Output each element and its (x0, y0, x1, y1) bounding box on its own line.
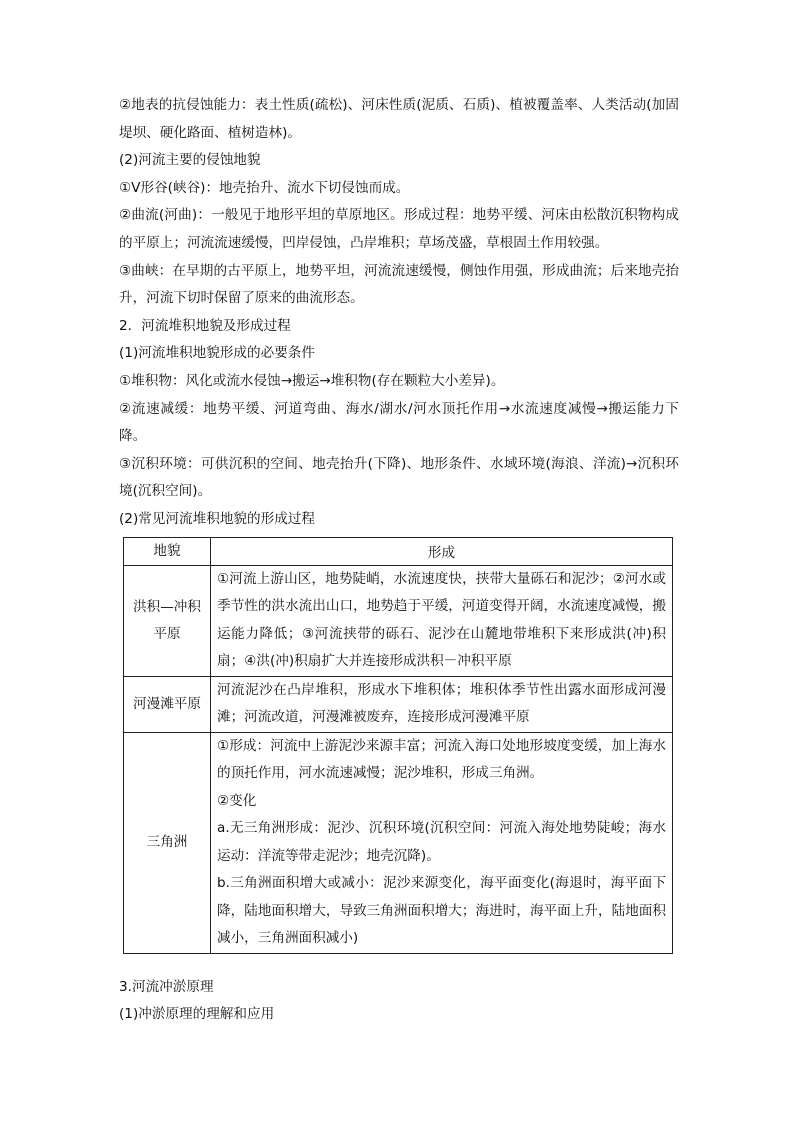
formation-description: ①形成：河流中上游泥沙来源丰富；河流入海口处地形坡度变缓，加上海水的顶托作用，河水流速减慢；泥沙堆积，形成三角洲。 ②变化 a.无三角洲形成：泥沙、沉积环境(沉积空间：河流入海处地势陡峻；海水运动：洋流等带走泥沙；地壳沉降)。 b.三角洲面积增大或减小：泥沙来源变化，海平面变化(海退时，海平面下降，陆地面积增大，导致三角洲面积增大；海进时，海平面上升，陆地面积减小，三角洲面积减小) (211, 732, 673, 953)
paragraph: ③曲峡：在早期的古平原上，地势平坦，河流流速缓慢，侧蚀作用强，形成曲流；后来地壳抬升，河流下切时保留了原来的曲流形态。 (119, 262, 679, 307)
landform-name: 河漫滩平原 (124, 676, 211, 732)
table-header-row (124, 537, 673, 565)
landform-name: 洪积—冲积 平原 (124, 565, 211, 676)
landform-table (123, 537, 673, 954)
paragraph: ①堆积物：风化或流水侵蚀→搬运→堆积物(存在颗粒大小差异)。 (119, 372, 505, 389)
section-heading: 2．河流堆积地貌及形成过程 (119, 317, 291, 334)
table-header-formation: 形成 (211, 537, 673, 565)
table-row (124, 676, 673, 732)
paragraph: ②曲流(河曲)：一般见于地形平坦的草原地区。形成过程：地势平缓、河床由松散沉积物构成的平原上；河流流速缓慢，凹岸侵蚀，凸岸堆积；草场茂盛，草根固土作用较强。 (119, 207, 679, 251)
table-header-landform: 地貌 (124, 537, 211, 565)
paragraph: ③沉积环境：可供沉积的空间、地壳抬升(下降)、地形条件、水域环境(海浪、洋流)→沉积环境(沉积空间)。 (119, 455, 679, 500)
section-heading: 3.河流冲淤原理 (119, 978, 214, 995)
section-heading: (2)常见河流堆积地貌的形成过程 (119, 510, 315, 527)
formation-description: 河流泥沙在凸岸堆积，形成水下堆积体；堆积体季节性出露水面形成河漫滩；河流改道，河漫滩被废弃，连接形成河漫滩平原 (211, 676, 673, 732)
table-row (124, 565, 673, 676)
paragraph: ①V形谷(峡谷)：地壳抬升、流水下切侵蚀而成。 (119, 179, 410, 196)
paragraph: ②地表的抗侵蚀能力：表土性质(疏松)、河床性质(泥质、石质)、植被覆盖率、人类活动(加固堤坝、硬化路面、植树造林)。 (119, 97, 679, 141)
table-row (124, 732, 673, 953)
section-heading: (2)河流主要的侵蚀地貌 (119, 152, 261, 169)
section-heading: (1)冲淤原理的理解和应用 (119, 1006, 275, 1023)
landform-name: 三角洲 (124, 732, 211, 953)
document-page (119, 92, 679, 1029)
section-heading: (1)河流堆积地貌形成的必要条件 (119, 345, 315, 362)
paragraph: ②流速减缓：地势平缓、河道弯曲、海水/湖水/河水顶托作用→水流速度减慢→搬运能力下降。 (119, 400, 679, 445)
formation-description: ①河流上游山区，地势陡峭，水流速度快，挟带大量砾石和泥沙；②河水或季节性的洪水流出山口，地势趋于平缓，河道变得开阔，水流速度减慢，搬运能力降低；③河流挟带的砾石、泥沙在山麓地带堆积下来形成洪(冲)积扇；④洪(冲)积扇扩大并连接形成洪积－冲积平原 (211, 565, 673, 676)
